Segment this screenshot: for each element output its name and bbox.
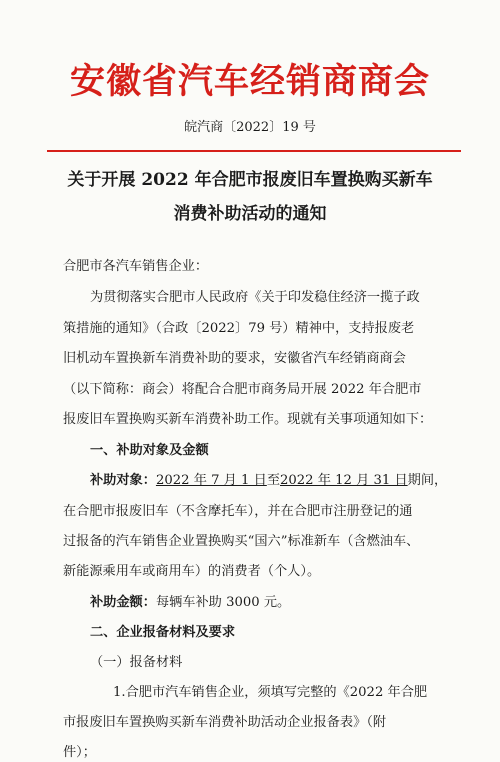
subsidy-amount-label: 补助金额：	[90, 595, 156, 610]
paragraph-line: 过报备的汽车销售企业置换购买“国六”标准新车（含燃油车、	[63, 534, 420, 549]
paragraph-line: 件）；	[63, 745, 96, 760]
subsection-heading: （一）报备材料	[90, 655, 183, 670]
section-heading-1: 一、补助对象及金额	[90, 443, 209, 458]
subsidy-amount-text: 每辆车补助 3000 元。	[155, 595, 291, 610]
salutation: 合肥市各汽车销售企业：	[63, 259, 209, 274]
start-date: 2022 年 7 月 1 日	[155, 473, 267, 488]
subsidy-amount-line	[90, 594, 290, 612]
notice-title-line-1: 关于开展 2022 年合肥市报废旧车置换购买新车	[67, 170, 433, 190]
end-date: 2022 年 12 月 31 日	[280, 473, 408, 488]
subsidy-target-label: 补助对象：	[90, 473, 156, 488]
notice-title-line-2: 消费补助活动的通知	[173, 204, 327, 224]
paragraph-line: 市报废旧车置换购买新车消费补助活动企业报备表》（附	[63, 715, 387, 730]
paragraph-line: 为贯彻落实合肥市人民政府《关于印发稳住经济一揽子政	[90, 290, 420, 305]
paragraph-line: 1.合肥市汽车销售企业，须填写完整的《2022 年合肥	[113, 685, 428, 700]
paragraph-line: 报废旧车置换购买新车消费补助工作。现就有关事项通知如下：	[63, 412, 433, 427]
document-number: 皖汽商〔2022〕19 号	[184, 120, 316, 135]
org-header: 安徽省汽车经销商商会	[69, 61, 430, 102]
target-rest: 期间，	[407, 473, 448, 488]
paragraph-line: 旧机动车置换新车消费补助的要求，安徽省汽车经销商商会	[63, 351, 406, 366]
paragraph-line: 在合肥市报废旧车（不含摩托车），并在合肥市注册登记的通	[63, 504, 413, 519]
paragraph-line: 策措施的通知》（合政〔2022〕79 号）精神中，支持报废老	[63, 321, 415, 336]
paragraph-line: 新能源乘用车或商用车）的消费者（个人）。	[63, 564, 321, 579]
date-connector: 至	[266, 473, 280, 488]
red-divider	[47, 150, 461, 152]
section-heading-2: 二、企业报备材料及要求	[90, 625, 236, 640]
paragraph-line: （以下简称：商会）将配合合肥市商务局开展 2022 年合肥市	[63, 382, 422, 397]
subsidy-target-line	[90, 472, 447, 490]
